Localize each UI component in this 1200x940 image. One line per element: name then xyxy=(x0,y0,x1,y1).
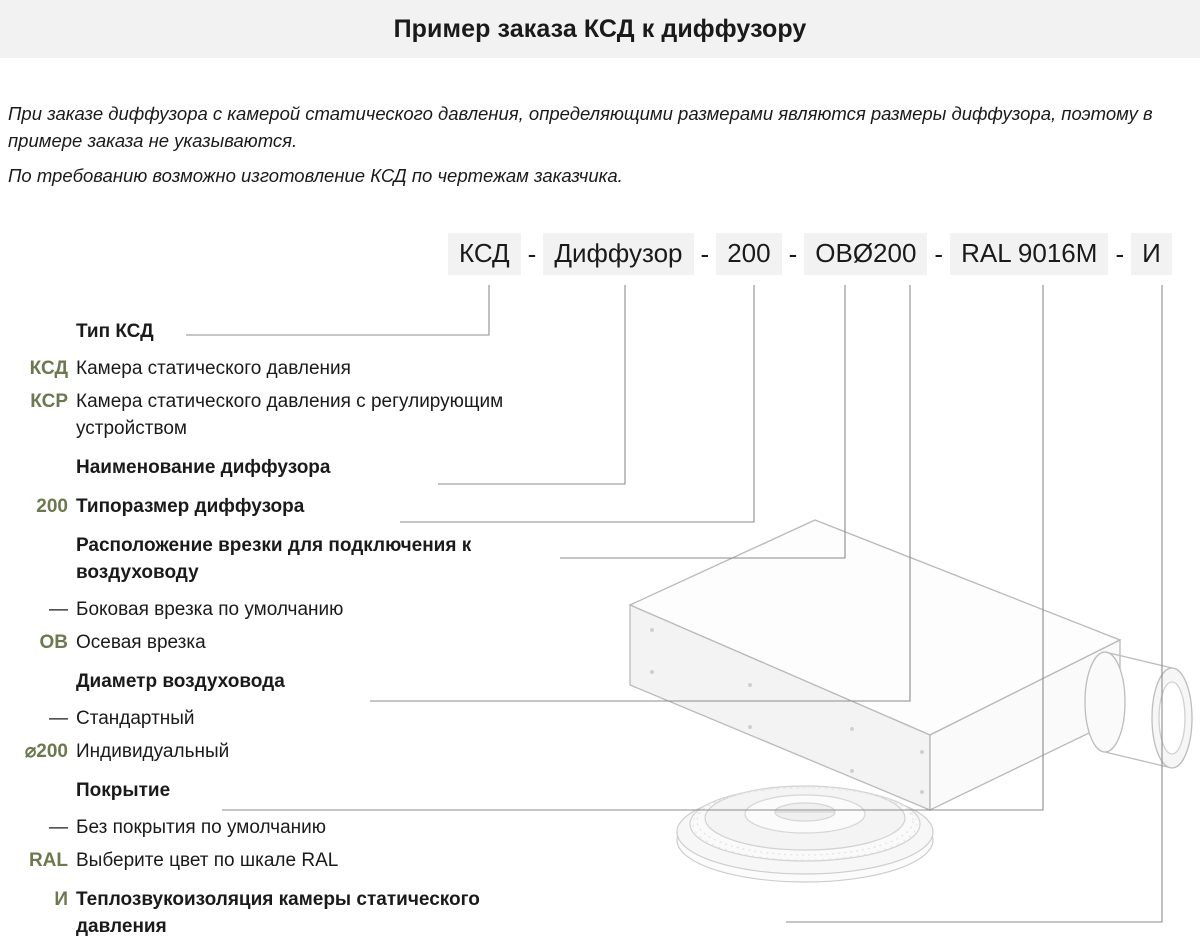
legend-item-key: КСД xyxy=(29,358,68,379)
legend-group-title: Покрытие xyxy=(76,777,176,804)
legend-item xyxy=(0,629,560,656)
code-separator-3: - xyxy=(788,239,798,269)
legend-group-title-row xyxy=(0,777,560,804)
legend-group-title: Расположение врезки для подключения к воздуховоду xyxy=(76,532,560,586)
legend-item-value: Осевая врезка xyxy=(76,629,212,656)
legend-item xyxy=(0,596,560,623)
legend-item-key: — xyxy=(49,599,68,620)
legend-item-key: ОВ xyxy=(39,632,68,653)
intro-text xyxy=(8,100,1168,189)
legend-item-value: Стандартный xyxy=(76,705,201,732)
page-title: Пример заказа КСД к диффузору xyxy=(393,14,807,43)
legend-group-title-row xyxy=(0,886,560,940)
legend-group-key: И xyxy=(54,889,68,910)
code-part-type: КСД xyxy=(448,233,521,275)
code-separator-5: - xyxy=(1115,239,1125,269)
legend-item xyxy=(0,355,560,382)
legend-item-value: Камера статического давления xyxy=(76,355,357,382)
legend-group-key: 200 xyxy=(36,496,68,517)
legend-item-key: RAL xyxy=(28,850,68,871)
order-code-row xyxy=(448,233,1172,275)
legend-group-title: Наименование диффузора xyxy=(76,454,336,481)
legend-item-value: Индивидуальный xyxy=(76,738,235,765)
legend-item-value: Боковая врезка по умолчанию xyxy=(76,596,349,623)
legend-group-title-row xyxy=(0,318,560,345)
legend-item-key: — xyxy=(49,817,68,838)
code-part-inlet: ОВØ200 xyxy=(804,233,927,275)
legend-item-value: Выберите цвет по шкале RAL xyxy=(76,847,344,874)
code-part-insulation: И xyxy=(1131,233,1172,275)
legend-group-title: Типоразмер диффузора xyxy=(76,493,310,520)
page-header xyxy=(0,0,1200,58)
code-separator-1: - xyxy=(527,239,537,269)
code-part-diffuser-name: Диффузор xyxy=(543,233,693,275)
legend-item xyxy=(0,738,560,765)
legend-item-key: ⌀200 xyxy=(24,741,68,762)
legend-group-title-row xyxy=(0,668,560,695)
legend-group-title-row xyxy=(0,532,560,586)
legend-group-title: Теплозвукоизоляция камеры статического давления xyxy=(76,886,560,940)
legend-item-key: КСР xyxy=(30,391,68,412)
intro-line-1: При заказе диффузора с камерой статического давления, определяющими размерами являются размеры диффузора, поэтому в примере заказа не указываются. xyxy=(8,103,1153,151)
code-part-size: 200 xyxy=(716,233,781,275)
legend-group-title: Диаметр воздуховода xyxy=(76,668,291,695)
legend-item-value: Камера статического давления с регулирующим устройством xyxy=(76,388,560,442)
legend-item xyxy=(0,705,560,732)
product-illustration xyxy=(600,480,1200,900)
code-separator-4: - xyxy=(934,239,944,269)
legend-group-title-row xyxy=(0,493,560,520)
legend-item-key: — xyxy=(49,708,68,729)
legend-item xyxy=(0,388,560,442)
code-separator-2: - xyxy=(700,239,710,269)
legend-group-title-row xyxy=(0,454,560,481)
legend-group-title: Тип КСД xyxy=(76,318,160,345)
code-part-coating: RAL 9016М xyxy=(950,233,1108,275)
legend-item-value: Без покрытия по умолчанию xyxy=(76,814,332,841)
legend-item xyxy=(0,814,560,841)
intro-line-2: По требованию возможно изготовление КСД по чертежам заказчика. xyxy=(8,165,623,186)
legend-item xyxy=(0,847,560,874)
legend xyxy=(0,318,560,940)
